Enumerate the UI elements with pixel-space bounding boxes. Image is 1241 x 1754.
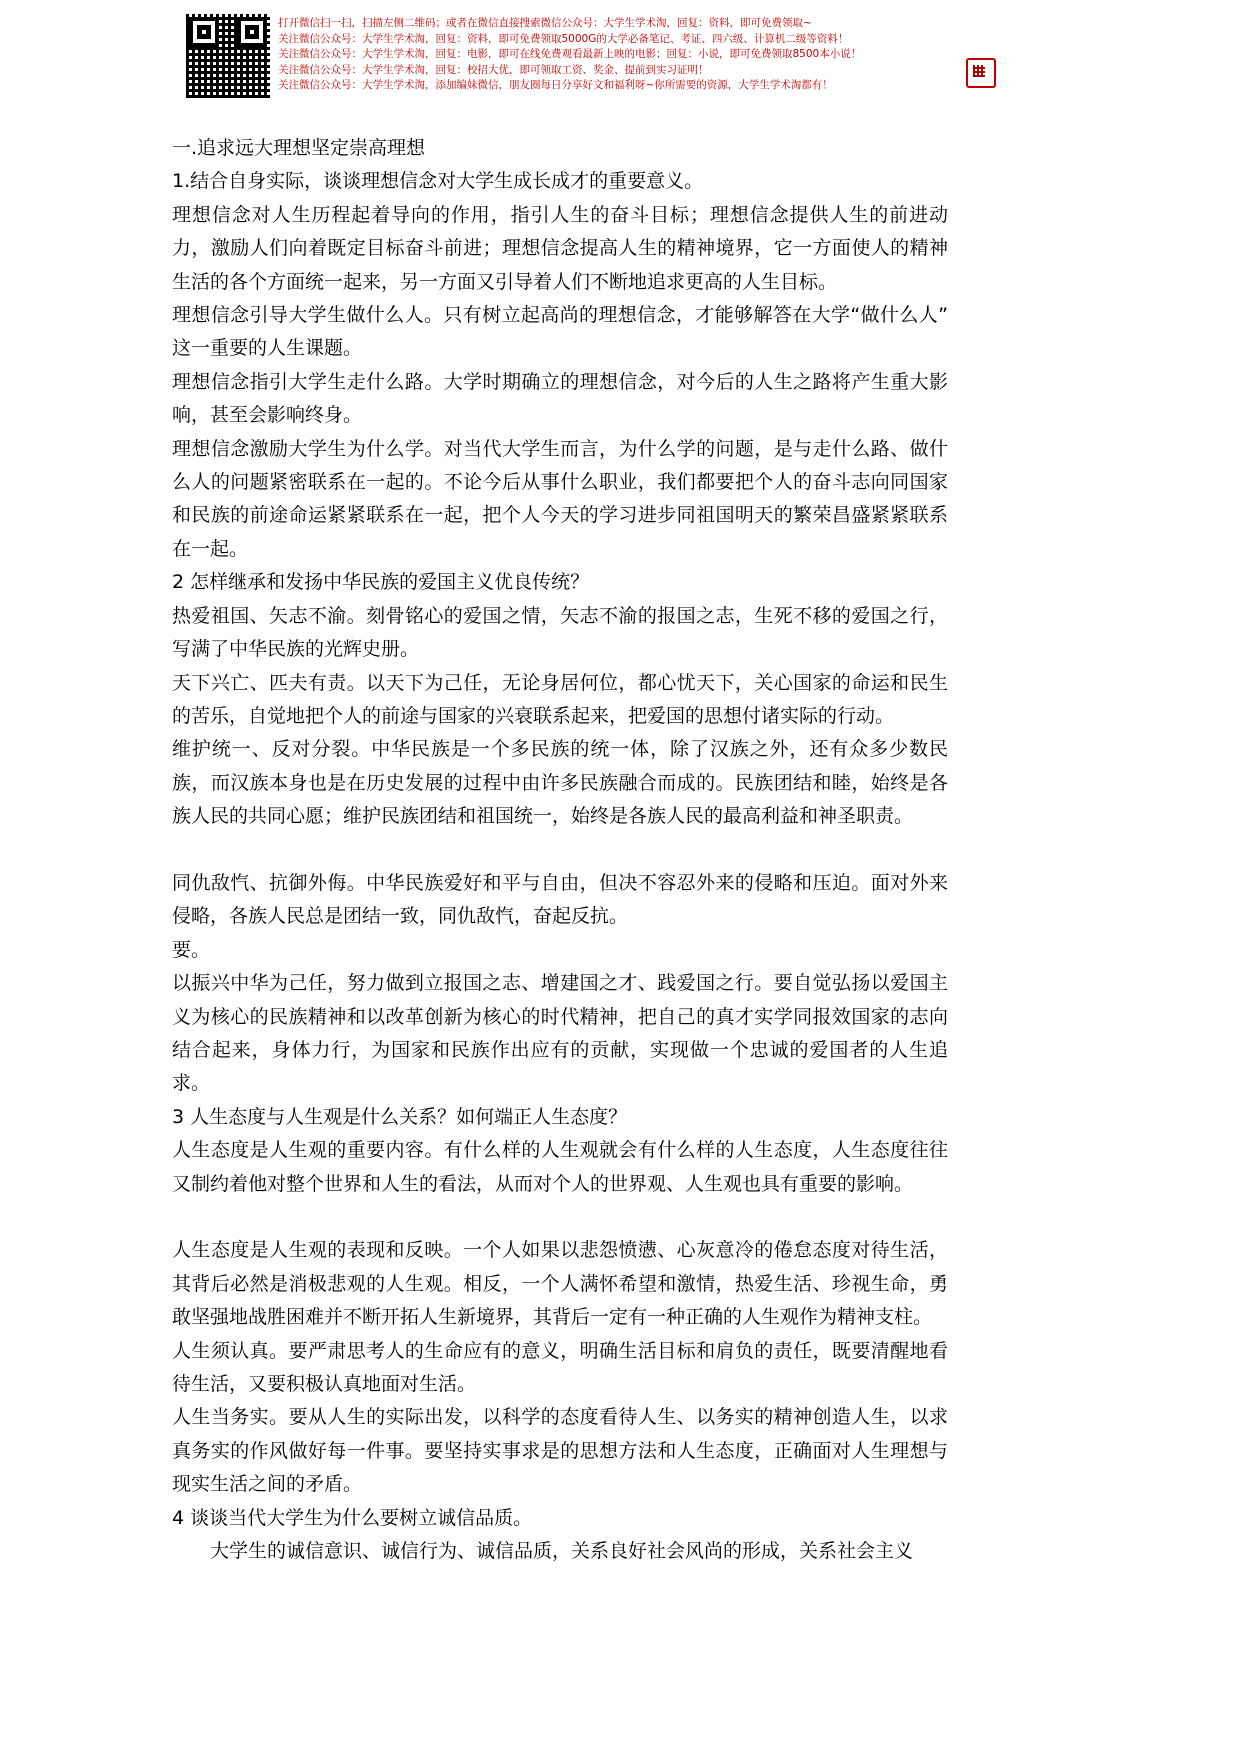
promo-line: 打开微信扫一扫，扫描左侧二维码；或者在微信直接搜索微信公众号：大学生学术淘，回复：资料，即可免费领取~ <box>278 17 812 29</box>
qr-code-small-icon <box>966 58 996 88</box>
promo-line: 关注微信公众号：大学生学术淘，回复：校招大优，即可领取工资、奖金、提前到实习证明！ <box>278 63 709 76</box>
paragraph: 要。 <box>172 938 211 961</box>
promo-line: 关注微信公众号：大学生学术淘，回复：资料，即可免费领取5000G的大学必备笔记、考证、四六级、计算机二级等资料！ <box>278 32 849 45</box>
paragraph-spacer <box>172 834 948 867</box>
paragraph: 人生须认真。要严肃思考人的生命应有的意义，明确生活目标和肩负的责任，既要清醒地看待生活，又要积极认真地面对生活。 <box>172 1339 948 1395</box>
paragraph: 1.结合自身实际，谈谈理想信念对大学生成长成才的重要意义。 <box>172 170 704 193</box>
paragraph: 同仇敌忾、抗御外侮。中华民族爱好和平与自由，但决不容忍外来的侵略和压迫。面对外来侵略，各族人民总是团结一致，同仇敌忾，奋起反抗。 <box>172 871 948 928</box>
paragraph: 2 怎样继承和发扬中华民族的爱国主义优良传统？ <box>172 571 590 594</box>
paragraph: 3 人生态度与人生观是什么关系？如何端正人生态度？ <box>172 1105 628 1128</box>
paragraph: 热爱祖国、矢志不渝。刻骨铭心的爱国之情，矢志不渝的报国之志，生死不移的爱国之行，写满了中华民族的光辉史册。 <box>172 604 948 661</box>
paragraph: 人生态度是人生观的重要内容。有什么样的人生观就会有什么样的人生态度，人生态度往往又制约着他对整个世界和人生的看法，从而对个人的世界观、人生观也具有重要的影响。 <box>172 1139 948 1195</box>
paragraph: 以振兴中华为己任，努力做到立报国之志、增建国之才、践爱国之行。要自觉弘扬以爱国主义为核心的民族精神和以改革创新为核心的时代精神，把自己的真才实学同报效国家的志向结合起来，身体力行，为国家和民族作出应有的贡献，实现做一个忠诚的爱国者的人生追求。 <box>172 972 948 1095</box>
promo-line: 关注微信公众号：大学生学术淘，回复：电影，即可在线免费观看最新上映的电影；回复：小说，即可免费领取8500本小说！ <box>278 48 862 60</box>
paragraph: 天下兴亡、匹夫有责。以天下为己任，无论身居何位，都心忧天下，关心国家的命运和民生的苦乐，自觉地把个人的前途与国家的兴衰联系起来，把爱国的思想付诸实际的行动。 <box>172 671 948 727</box>
paragraph: 理想信念引导大学生做什么人。只有树立起高尚的理想信念，才能够解答在大学“做什么人”这一重要的人生课题。 <box>172 304 948 360</box>
promo-line: 关注微信公众号：大学生学术淘，添加编妹微信，朋友圈每日分享好文和福利呀~你所需要的资源，大学生学术淘都有！ <box>278 79 833 91</box>
paragraph: 人生态度是人生观的表现和反映。一个人如果以悲怨愤懑、心灰意冷的倦怠态度对待生活，其背后必然是消极悲观的人生观。相反，一个人满怀希望和激情，热爱生活、珍视生命，勇敢坚强地战胜困难并不断开拓人生新境界，其背后一定有一种正确的人生观作为精神支柱。 <box>172 1239 948 1329</box>
paragraph: 大学生的诚信意识、诚信行为、诚信品质，关系良好社会风尚的形成，关系社会主义 <box>210 1540 914 1563</box>
paragraph-spacer <box>172 1201 948 1234</box>
paragraph: 人生当务实。要从人生的实际出发，以科学的态度看待人生、以务实的精神创造人生，以求真务实的作风做好每一件事。要坚持实事求是的思想方法和人生态度，正确面对人生理想与现实生活之间的矛盾。 <box>172 1406 948 1496</box>
paragraph: 理想信念对人生历程起着导向的作用，指引人生的奋斗目标；理想信念提供人生的前进动力，激励人们向着既定目标奋斗前进；理想信念提高人生的精神境界，它一方面使人的精神生活的各个方面统一起来，另一方面又引导着人们不断地追求更高的人生目标。 <box>172 203 948 293</box>
paragraph: 4 谈谈当代大学生为什么要树立诚信品质。 <box>172 1506 533 1529</box>
qr-code-icon <box>186 14 270 98</box>
promo-banner <box>186 14 1066 98</box>
document-text <box>172 132 948 1568</box>
promo-text-block <box>278 14 1066 94</box>
paragraph: 维护统一、反对分裂。中华民族是一个多民族的统一体，除了汉族之外，还有众多少数民族，而汉族本身也是在历史发展的过程中由许多民族融合而成的。民族团结和睦，始终是各族人民的共同心愿；维护民族团结和祖国统一，始终是各族人民的最高利益和神圣职责。 <box>172 738 948 828</box>
paragraph: 一.追求远大理想坚定崇高理想 <box>172 137 426 159</box>
paragraph: 理想信念激励大学生为什么学。对当代大学生而言，为什么学的问题，是与走什么路、做什么人的问题紧密联系在一起的。不论今后从事什么职业，我们都要把个人的奋斗志向同国家和民族的前途命运紧紧联系在一起，把个人今天的学习进步同祖国明天的繁荣昌盛紧紧联系在一起。 <box>172 437 948 560</box>
paragraph: 理想信念指引大学生走什么路。大学时期确立的理想信念，对今后的人生之路将产生重大影响，甚至会影响终身。 <box>172 370 948 427</box>
